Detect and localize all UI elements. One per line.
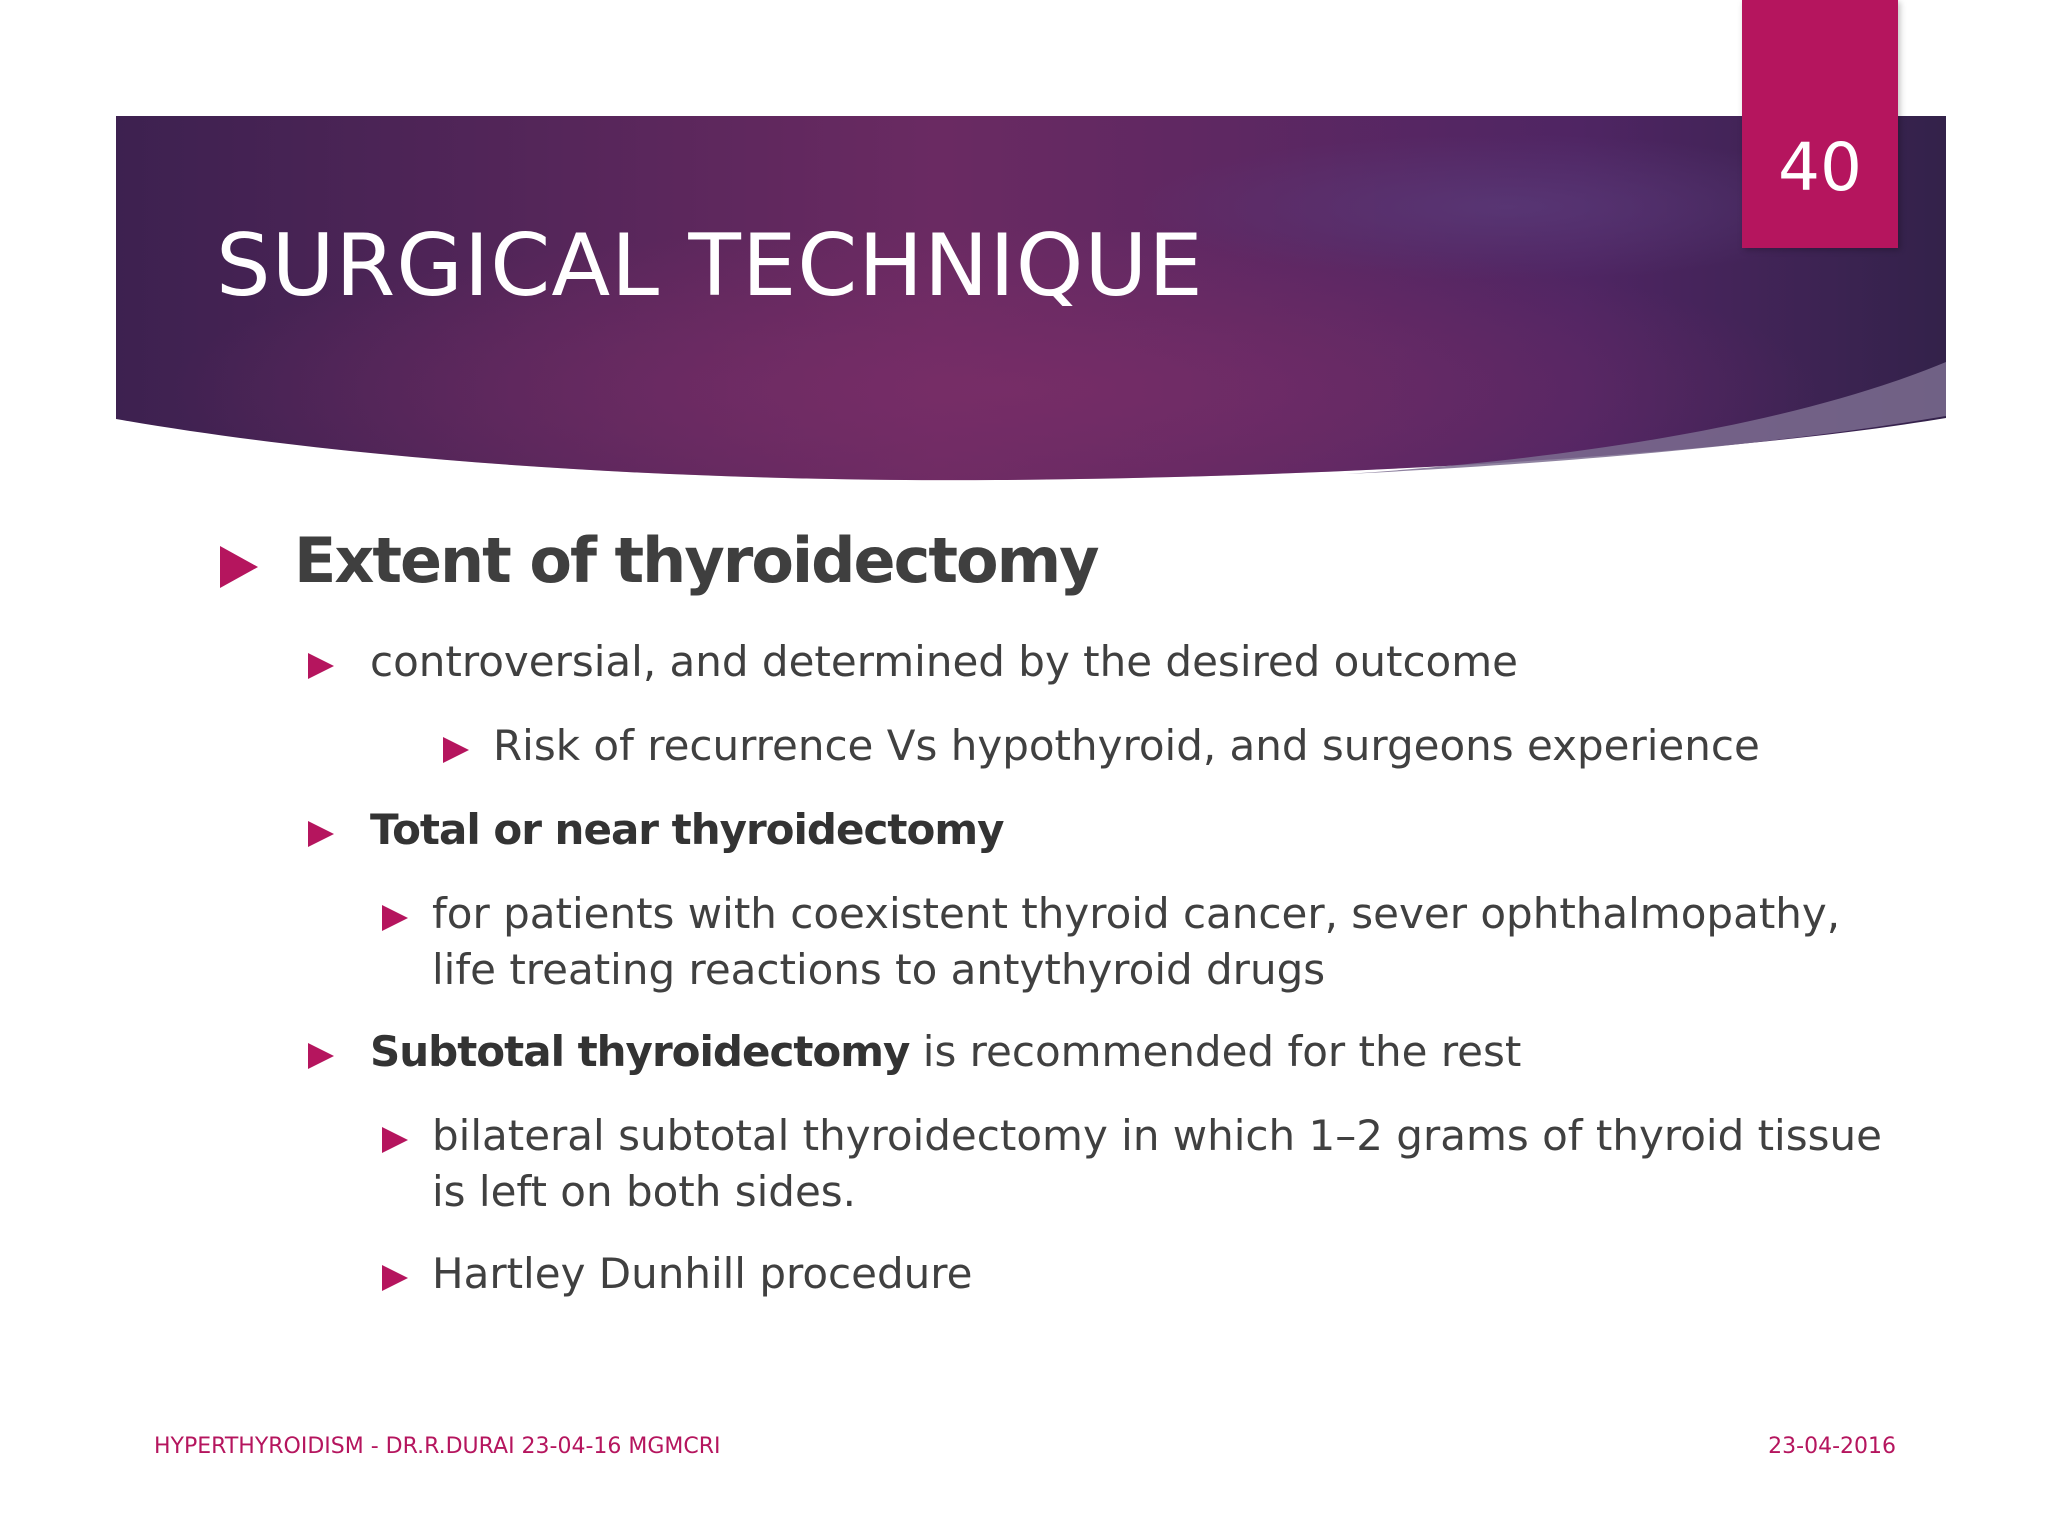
slide-title: SURGICAL TECHNIQUE [216,216,1204,316]
bullet-item-bold: Total or near thyroidectomy [370,805,1004,854]
bullet-subitem-text: Risk of recurrence Vs hypothyroid, and surgeons experience [493,721,1760,770]
footer-left-text: HYPERTHYROIDISM - DR.R.DURAI 23-04-16 MGMCRI [154,1434,721,1459]
triangle-right-icon [220,546,258,588]
bullet-item-rest: is recommended for the rest [909,1027,1522,1076]
bullet-subitem-text: Hartley Dunhill procedure [432,1249,973,1298]
bullet-heading-text: Extent of thyroidectomy [294,524,1098,597]
triangle-right-icon [308,653,334,679]
triangle-right-icon [382,1265,408,1291]
triangle-right-icon [308,1043,334,1069]
footer-date: 23-04-2016 [1768,1434,1896,1459]
bullet-item-text [370,1024,1910,1080]
triangle-right-icon [308,821,334,847]
bullet-item-text: controversial, and determined by the desired outcome [370,637,1519,686]
slide-number: 40 [1778,129,1862,206]
bullet-item-text [370,802,1910,858]
bullet-subitem-text: bilateral subtotal thyroidectomy in which 1–2 grams of thyroid tissue is left on both sides. [432,1111,1882,1216]
triangle-right-icon [382,1127,408,1153]
bullet-subitem-text: for patients with coexistent thyroid cancer, sever ophthalmopathy, life treating reactions to antythyroid drugs [432,889,1841,994]
triangle-right-icon [382,905,408,931]
triangle-right-icon [443,737,469,763]
slide-number-tab [1742,0,1898,248]
bullet-item-bold: Subtotal thyroidectomy [370,1027,910,1076]
